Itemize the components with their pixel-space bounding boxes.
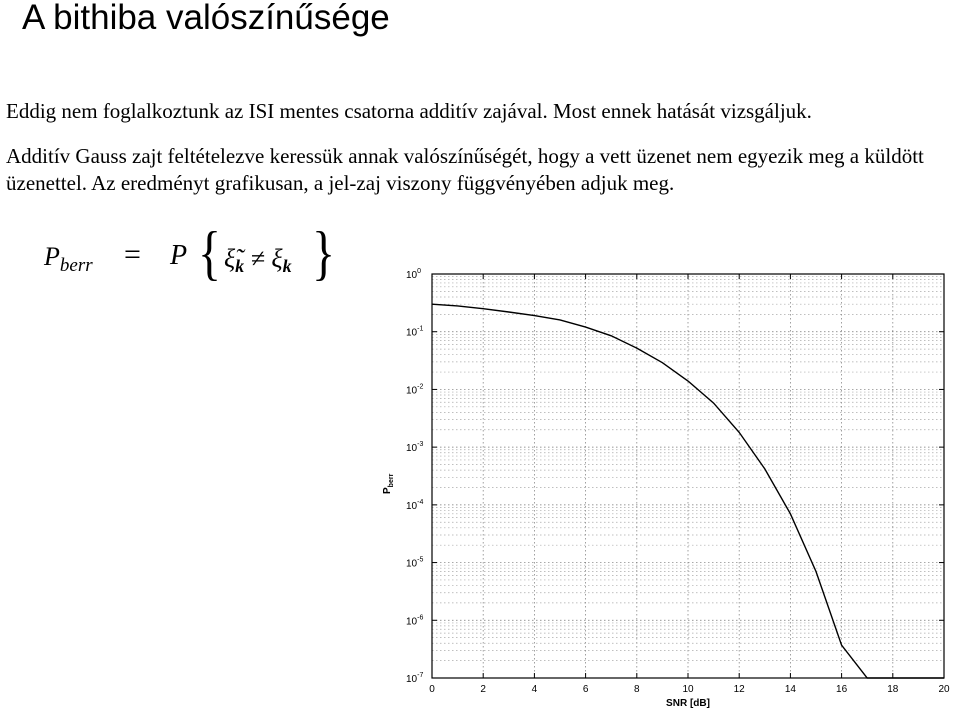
x-tick-label: 4 bbox=[531, 684, 538, 695]
bit-error-formula bbox=[40, 220, 336, 292]
x-tick-label: 16 bbox=[836, 684, 848, 695]
y-tick-exponent: -1 bbox=[417, 325, 424, 333]
y-tick-exponent: -7 bbox=[417, 672, 424, 679]
formula-equals: = bbox=[124, 238, 141, 271]
intro-paragraph: Eddig nem foglalkoztunk az ISI mentes csatorna additív zajával. Most ennek hatását vizsgáljuk. bbox=[6, 99, 812, 123]
y-tick-label: $10^{-5}$ bbox=[406, 556, 424, 570]
formula-sub-k2: k bbox=[282, 256, 292, 276]
y-axis-label-subscript: berr bbox=[388, 473, 395, 488]
y-tick-exponent: -3 bbox=[417, 441, 424, 449]
x-tick-label: 10 bbox=[682, 684, 694, 695]
formula-sub-k1: k bbox=[235, 256, 245, 276]
formula-lhs-subscript: berr bbox=[59, 255, 93, 276]
formula-not-equal: ≠ bbox=[244, 244, 272, 273]
y-tick-label: $10^{-4}$ bbox=[406, 498, 424, 512]
y-tick-exponent: -6 bbox=[417, 614, 424, 622]
formula-xi: ξ bbox=[271, 244, 283, 273]
slide-title: A bithiba valószínűsége bbox=[22, 0, 390, 37]
y-tick-label: $10^{-3}$ bbox=[406, 441, 424, 455]
formula-xi-tilde: ξ̃ bbox=[224, 244, 236, 273]
x-tick-label: 2 bbox=[480, 684, 486, 695]
formula-event bbox=[224, 244, 292, 277]
formula-left-brace: { bbox=[198, 220, 222, 287]
formula-probability: P bbox=[170, 240, 188, 271]
x-tick-label: 20 bbox=[938, 684, 950, 695]
formula-lhs bbox=[44, 242, 93, 277]
y-tick-exponent: -2 bbox=[417, 383, 424, 391]
y-axis-label: $P_{berr}$ bbox=[382, 473, 395, 494]
x-tick-label: 0 bbox=[429, 684, 435, 695]
x-tick-label: 6 bbox=[582, 684, 589, 695]
y-tick-label: $10^{-1}$ bbox=[406, 325, 424, 339]
y-tick-exponent: 0 bbox=[417, 268, 422, 275]
formula-lhs-symbol: P bbox=[44, 242, 60, 271]
x-tick-label: 14 bbox=[784, 684, 796, 695]
formula-right-brace: } bbox=[312, 220, 336, 287]
y-tick-exponent: -5 bbox=[417, 556, 424, 564]
x-tick-label: 12 bbox=[733, 684, 745, 695]
description-paragraph: Additív Gauss zajt feltételezve keressük annak valószínűségét, hogy a vett üzenet nem egyezik meg a küldött üzenettel. Az eredményt grafikusan, a jel-zaj viszony függvényében adjuk meg. bbox=[6, 144, 924, 195]
y-tick-exponent: -4 bbox=[417, 498, 424, 506]
x-tick-label: 18 bbox=[887, 684, 899, 695]
x-axis-label: SNR [dB] bbox=[666, 698, 710, 708]
ber-vs-snr-chart bbox=[372, 258, 960, 708]
y-tick-label: $10^{-7}$ bbox=[406, 672, 424, 685]
x-tick-label: 8 bbox=[634, 684, 640, 695]
y-tick-label: $10^{-2}$ bbox=[406, 383, 424, 397]
y-tick-label: $10^{-6}$ bbox=[406, 614, 424, 628]
y-tick-label: $10^0$ bbox=[406, 268, 422, 281]
